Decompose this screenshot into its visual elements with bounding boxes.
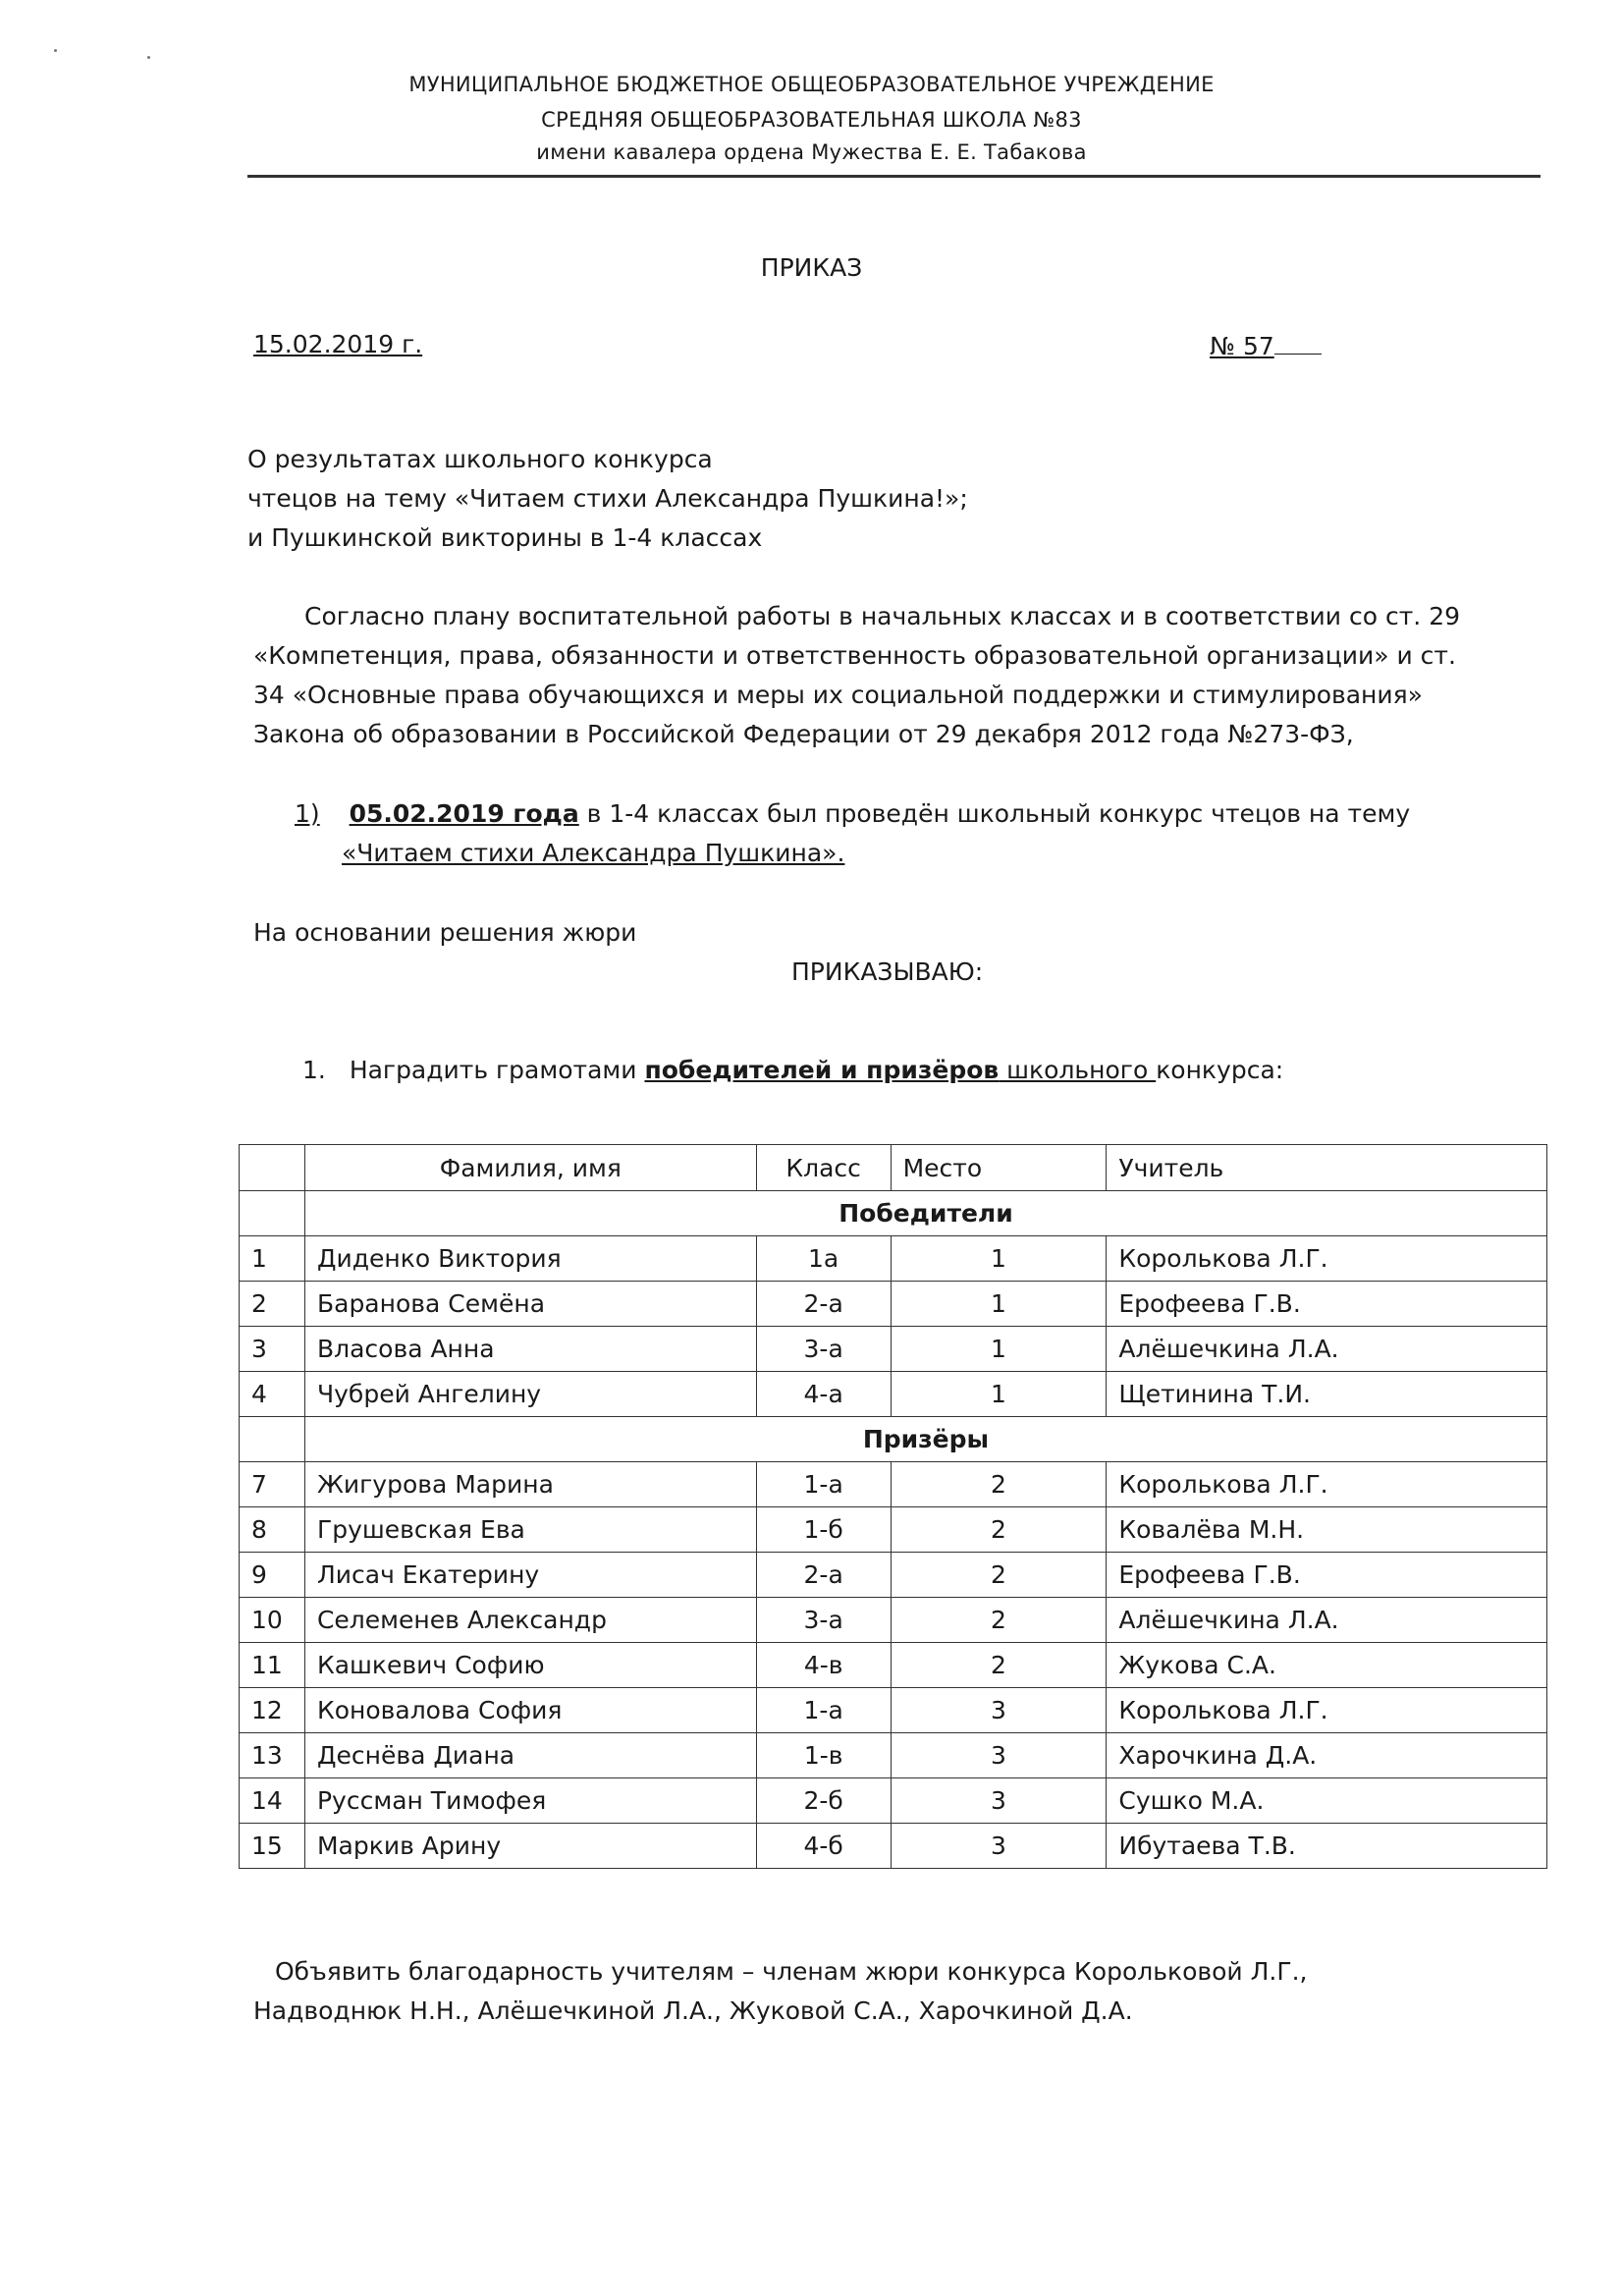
header-cell-teacher: Учитель bbox=[1107, 1145, 1547, 1191]
award-text-underlined: школьного bbox=[999, 1056, 1157, 1084]
award-text-before: Наградить грамотами bbox=[349, 1056, 645, 1084]
header-cell-class: Класс bbox=[756, 1145, 891, 1191]
student-place: 2 bbox=[891, 1462, 1107, 1507]
student-name: Лисач Екатерину bbox=[304, 1553, 756, 1598]
student-place: 2 bbox=[891, 1598, 1107, 1643]
student-name: Грушевская Ева bbox=[304, 1507, 756, 1553]
student-place: 1 bbox=[891, 1282, 1107, 1327]
student-place: 1 bbox=[891, 1327, 1107, 1372]
teacher-name: Королькова Л.Г. bbox=[1107, 1688, 1547, 1733]
teacher-name: Харочкина Д.А. bbox=[1107, 1733, 1547, 1778]
row-number: 7 bbox=[240, 1462, 305, 1507]
student-class: 1-в bbox=[756, 1733, 891, 1778]
row-number: 8 bbox=[240, 1507, 305, 1553]
student-name: Кашкевич Софию bbox=[304, 1643, 756, 1688]
preamble-line-3: 34 «Основные права обучающихся и меры их социальной поддержки и стимулирования» bbox=[253, 681, 1423, 709]
teacher-name: Ерофеева Г.В. bbox=[1107, 1553, 1547, 1598]
teacher-name: Королькова Л.Г. bbox=[1107, 1462, 1547, 1507]
table-row bbox=[240, 1553, 1547, 1598]
student-place: 2 bbox=[891, 1507, 1107, 1553]
section-spacer bbox=[240, 1417, 305, 1462]
table-row bbox=[240, 1507, 1547, 1553]
preamble-line-4: Закона об образовании в Российской Федерации от 29 декабря 2012 года №273-ФЗ, bbox=[253, 720, 1354, 748]
award-text-bold: победителей и призёров bbox=[644, 1056, 1000, 1084]
student-class: 1-а bbox=[756, 1688, 891, 1733]
student-name: Маркив Арину bbox=[304, 1824, 756, 1869]
order-number-text: № 57 bbox=[1210, 332, 1274, 360]
order-title: ПРИКАЗ bbox=[760, 253, 863, 282]
table-row bbox=[240, 1236, 1547, 1282]
section-row-prizewinners bbox=[240, 1417, 1547, 1462]
section-spacer bbox=[240, 1191, 305, 1236]
decree-heading: ПРИКАЗЫВАЮ: bbox=[791, 957, 984, 986]
subject-line-2: чтецов на тему «Читаем стихи Александра Пушкина!»; bbox=[247, 484, 968, 513]
teacher-name: Щетинина Т.И. bbox=[1107, 1372, 1547, 1417]
student-class: 4-а bbox=[756, 1372, 891, 1417]
student-place: 1 bbox=[891, 1372, 1107, 1417]
row-number: 4 bbox=[240, 1372, 305, 1417]
item-1-line-2: «Читаем стихи Александра Пушкина». bbox=[342, 839, 845, 867]
student-class: 2-а bbox=[756, 1553, 891, 1598]
order-number bbox=[1210, 330, 1322, 360]
student-place: 3 bbox=[891, 1688, 1107, 1733]
student-class: 1а bbox=[756, 1236, 891, 1282]
student-name: Чубрей Ангелину bbox=[304, 1372, 756, 1417]
student-class: 3-а bbox=[756, 1327, 891, 1372]
table-row bbox=[240, 1462, 1547, 1507]
school-name-line-1: МУНИЦИПАЛЬНОЕ БЮДЖЕТНОЕ ОБЩЕОБРАЗОВАТЕЛЬНОЕ УЧРЕЖДЕНИЕ bbox=[408, 73, 1215, 96]
student-class: 1-б bbox=[756, 1507, 891, 1553]
item-1-line-1 bbox=[295, 799, 1410, 828]
header-cell-number bbox=[240, 1145, 305, 1191]
school-name-line-3: имени кавалера ордена Мужества Е. Е. Табакова bbox=[536, 140, 1087, 164]
student-name: Жигурова Марина bbox=[304, 1462, 756, 1507]
table-row bbox=[240, 1372, 1547, 1417]
row-number: 15 bbox=[240, 1824, 305, 1869]
section-label-prizewinners: Призёры bbox=[304, 1417, 1546, 1462]
table-row bbox=[240, 1733, 1547, 1778]
header-cell-place: Место bbox=[891, 1145, 1107, 1191]
table-row bbox=[240, 1327, 1547, 1372]
table-header-row bbox=[240, 1145, 1547, 1191]
student-place: 3 bbox=[891, 1824, 1107, 1869]
student-place: 3 bbox=[891, 1733, 1107, 1778]
preamble-line-2: «Компетенция, права, обязанности и ответственность образовательной организации» и ст. bbox=[253, 641, 1456, 670]
student-class: 4-в bbox=[756, 1643, 891, 1688]
header-divider bbox=[247, 175, 1541, 178]
teacher-name: Ерофеева Г.В. bbox=[1107, 1282, 1547, 1327]
award-line bbox=[302, 1056, 1283, 1084]
subject-line-3: и Пушкинской викторины в 1-4 классах bbox=[247, 523, 763, 552]
student-name: Коновалова София bbox=[304, 1688, 756, 1733]
teacher-name: Ибутаева Т.В. bbox=[1107, 1824, 1547, 1869]
student-place: 2 bbox=[891, 1553, 1107, 1598]
student-class: 3-а bbox=[756, 1598, 891, 1643]
results-table bbox=[239, 1144, 1547, 1869]
table-row bbox=[240, 1778, 1547, 1824]
student-class: 4-б bbox=[756, 1824, 891, 1869]
student-class: 2-а bbox=[756, 1282, 891, 1327]
table-row bbox=[240, 1598, 1547, 1643]
item-1-text: в 1-4 классах был проведён школьный конкурс чтецов на тему bbox=[578, 799, 1411, 828]
order-number-underline bbox=[1274, 330, 1322, 355]
student-name: Селеменев Александр bbox=[304, 1598, 756, 1643]
section-label-winners: Победители bbox=[304, 1191, 1546, 1236]
item-1-date: 05.02.2019 года bbox=[349, 799, 579, 828]
table-row bbox=[240, 1282, 1547, 1327]
student-place: 2 bbox=[891, 1643, 1107, 1688]
table-row bbox=[240, 1688, 1547, 1733]
thanks-line-2: Надводнюк Н.Н., Алёшечкиной Л.А., Жуковой С.А., Харочкиной Д.А. bbox=[253, 1996, 1133, 2025]
row-number: 11 bbox=[240, 1643, 305, 1688]
order-date: 15.02.2019 г. bbox=[253, 330, 423, 358]
table-row bbox=[240, 1643, 1547, 1688]
thanks-line-1: Объявить благодарность учителям – членам жюри конкурса Корольковой Л.Г., bbox=[275, 1957, 1308, 1986]
row-number: 10 bbox=[240, 1598, 305, 1643]
scan-speck bbox=[147, 56, 150, 59]
student-name: Диденко Виктория bbox=[304, 1236, 756, 1282]
item-1-marker: 1) bbox=[295, 799, 320, 828]
student-name: Баранова Семёна bbox=[304, 1282, 756, 1327]
row-number: 12 bbox=[240, 1688, 305, 1733]
teacher-name: Королькова Л.Г. bbox=[1107, 1236, 1547, 1282]
row-number: 9 bbox=[240, 1553, 305, 1598]
student-name: Руссман Тимофея bbox=[304, 1778, 756, 1824]
teacher-name: Жукова С.А. bbox=[1107, 1643, 1547, 1688]
row-number: 14 bbox=[240, 1778, 305, 1824]
student-name: Деснёва Диана bbox=[304, 1733, 756, 1778]
award-marker: 1. bbox=[302, 1056, 326, 1084]
table-row bbox=[240, 1824, 1547, 1869]
section-row-winners bbox=[240, 1191, 1547, 1236]
student-name: Власова Анна bbox=[304, 1327, 756, 1372]
jury-basis: На основании решения жюри bbox=[253, 918, 637, 947]
teacher-name: Сушко М.А. bbox=[1107, 1778, 1547, 1824]
row-number: 2 bbox=[240, 1282, 305, 1327]
scan-speck bbox=[54, 49, 57, 52]
student-place: 1 bbox=[891, 1236, 1107, 1282]
student-class: 2-б bbox=[756, 1778, 891, 1824]
school-name-line-2: СРЕДНЯЯ ОБЩЕОБРАЗОВАТЕЛЬНАЯ ШКОЛА №83 bbox=[541, 108, 1082, 132]
teacher-name: Ковалёва М.Н. bbox=[1107, 1507, 1547, 1553]
preamble-line-1: Согласно плану воспитательной работы в начальных классах и в соответствии со ст. 29 bbox=[304, 602, 1461, 630]
student-class: 1-а bbox=[756, 1462, 891, 1507]
header-cell-name: Фамилия, имя bbox=[304, 1145, 756, 1191]
subject-line-1: О результатах школьного конкурса bbox=[247, 445, 713, 473]
teacher-name: Алёшечкина Л.А. bbox=[1107, 1598, 1547, 1643]
row-number: 13 bbox=[240, 1733, 305, 1778]
row-number: 3 bbox=[240, 1327, 305, 1372]
award-text-after: конкурса: bbox=[1156, 1056, 1284, 1084]
student-place: 3 bbox=[891, 1778, 1107, 1824]
row-number: 1 bbox=[240, 1236, 305, 1282]
teacher-name: Алёшечкина Л.А. bbox=[1107, 1327, 1547, 1372]
